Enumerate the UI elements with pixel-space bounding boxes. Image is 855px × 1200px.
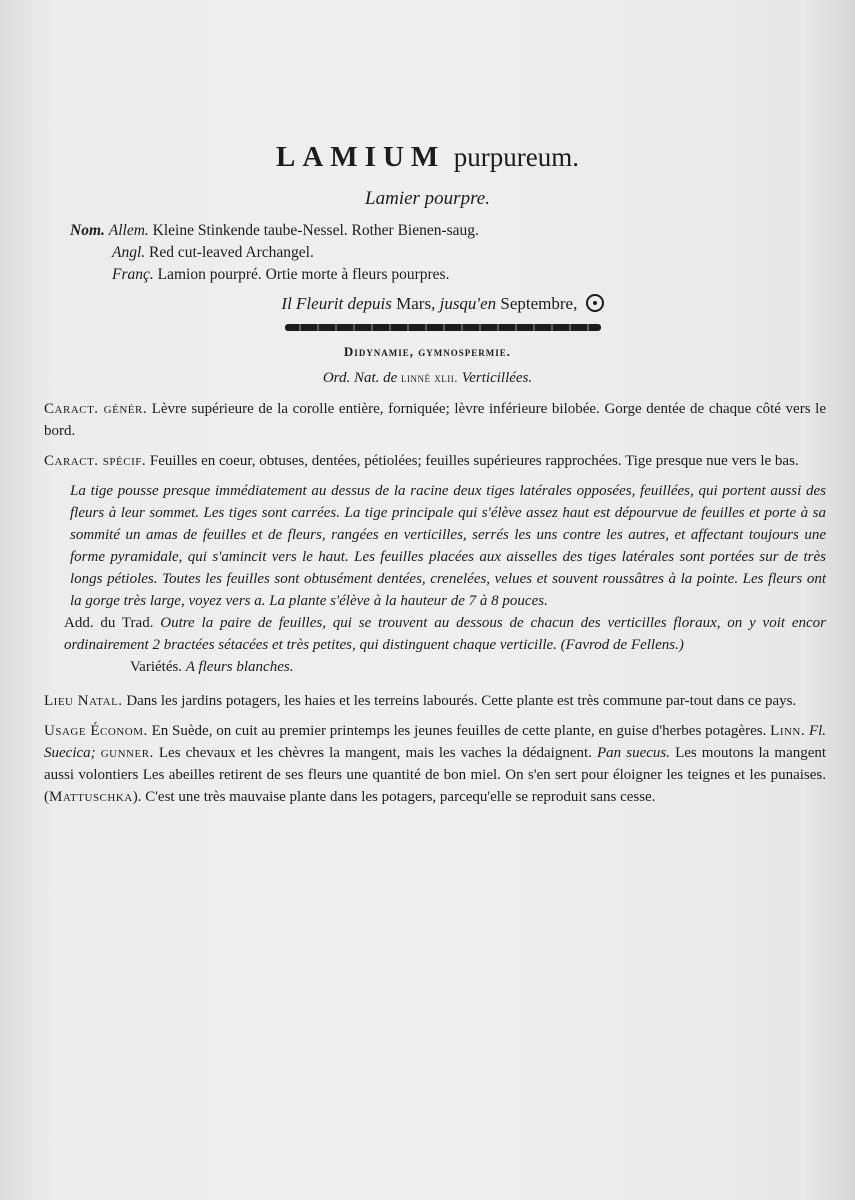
angl-label: Angl. [112,244,146,261]
lieu-natal [44,690,826,712]
translator-addition [64,612,826,656]
usage-flsuec: Fl. Suecica; [44,723,827,761]
nom-label: Nom. [70,222,105,239]
flowering-to: Septembre, [500,294,578,313]
addition-text: Outre la paire de feuilles, qui se trouvent au dessous de chacun des verticilles floraux, on y voit encor ordinairement 2 bractées sétacées et très petites, qui distinguent chaque verticille. (Favrod de Fellens.) [64,615,826,653]
natural-order [0,370,855,387]
varieties [130,656,826,678]
caract-gener [44,398,826,442]
lieu-natal-label: Lieu Natal. [44,693,123,709]
varietes-text: A fleurs blanches. [185,659,294,675]
lieu-natal-text: Dans les jardins potagers, les haies et les terreins labourés. Cette plante est très commune par-tout dans ce pays. [126,693,797,709]
usage-mattuschka: Mattuschka [49,789,133,805]
flowering-mid: , jusqu'en [431,294,497,313]
usage-text-4: ). C'est une très mauvaise plante dans les potagers, parcequ'elle se reproduit sans cesse. [132,789,656,805]
allem-text: Kleine Stinkende taube-Nessel. Rother Bienen-saug. [152,222,479,239]
varietes-label: Variétés. [130,659,183,675]
caract-specif [44,450,826,472]
flowering-lead: Il Fleurit depuis [281,294,392,313]
ordre-tail: Verticillées. [461,370,533,386]
ordre-lead: Ord. Nat. de [322,370,398,386]
main-text [44,398,826,816]
caract-specif-text: Feuilles en coeur, obtuses, dentées, pétiolées; feuilles supérieures rapprochées. Tige presque nue vers le bas. [149,453,799,469]
flowering-period [0,294,855,314]
franc-text: Lamion pourpré. Ortie morte à fleurs pourpres. [157,266,450,283]
french-name: Lamier pourpre. [365,188,490,209]
names-row-franc [70,264,479,286]
addition-label: Add. du Trad. [64,615,154,631]
usage-text-3: Les moutons la mangent aussi volontiers Les abeilles retirent de ses fleurs une quantité de bon miel. On s'en sert pour éloigner les teignes et les punaises. ( [44,745,827,805]
caract-gener-label: Caract. génér. [44,401,148,417]
caract-specif-label: Caract. spécif. [44,453,147,469]
allem-label: Allem. [108,222,149,239]
caract-gener-text: Lèvre supérieure de la corolle entière, forniquée; lèvre inférieure bilobée. Gorge dentée de chaque côté vers le bord. [44,401,826,439]
names-row-angl [70,242,479,264]
description-paragraph: La tige pousse presque immédiatement au dessus de la racine deux tiges latérales opposées, feuillées, qui portent aussi des fleurs à leur sommet. Les tiges sont carrées. La tige principale qui s'élève assez haut est dépourvue de feuilles et porte à sa sommité un amas de feuilles et de fleurs, rangées en verticilles, serrés les uns contre les autres, et affectant toujours une forme pyramidale, qui s'amincit vers le haut. Les feuilles placées aux aisselles des tiges latérales sont portées sur de très longs pétioles. Toutes les feuilles sont obtusément dentées, crenelées, velues et souvent roussâtres à la pointe. Les fleurs ont la gorge très large, voyez vers a. La plante s'élève à la hauteur de 7 à 8 pouces. [70,483,826,609]
habitat-and-usage [44,690,826,808]
usage-text-2: Les chevaux et les chèvres la mangent, mais les vaches la dédaignent. [158,745,592,761]
linnaean-class: Didynamie, gymnospermie. [343,344,512,359]
usage-gunner: gunner. [100,745,154,761]
usage-econom [44,720,826,808]
page-title [0,140,855,174]
usage-text-1: En Suède, on cuit au premier printemps les jeunes feuilles de cette plante, en guise d'herbes potagères. [151,723,767,739]
flowering-from: Mars [396,294,432,313]
usage-pan: Pan suecus. [597,745,670,761]
perennial-symbol-icon [586,294,604,312]
species-name: purpureum. [453,142,579,172]
genus-name: LAMIUM [276,141,446,173]
names-row-allem [70,220,479,242]
ornamental-rule [285,324,601,331]
ordre-linne: linné xlii. [401,370,459,385]
angl-text: Red cut-leaved Archangel. [149,244,314,261]
usage-label: Usage Économ. [44,723,148,739]
vernacular-names [70,220,479,286]
usage-linn: Linn. [770,723,806,739]
franc-label: Franç. [112,266,154,283]
